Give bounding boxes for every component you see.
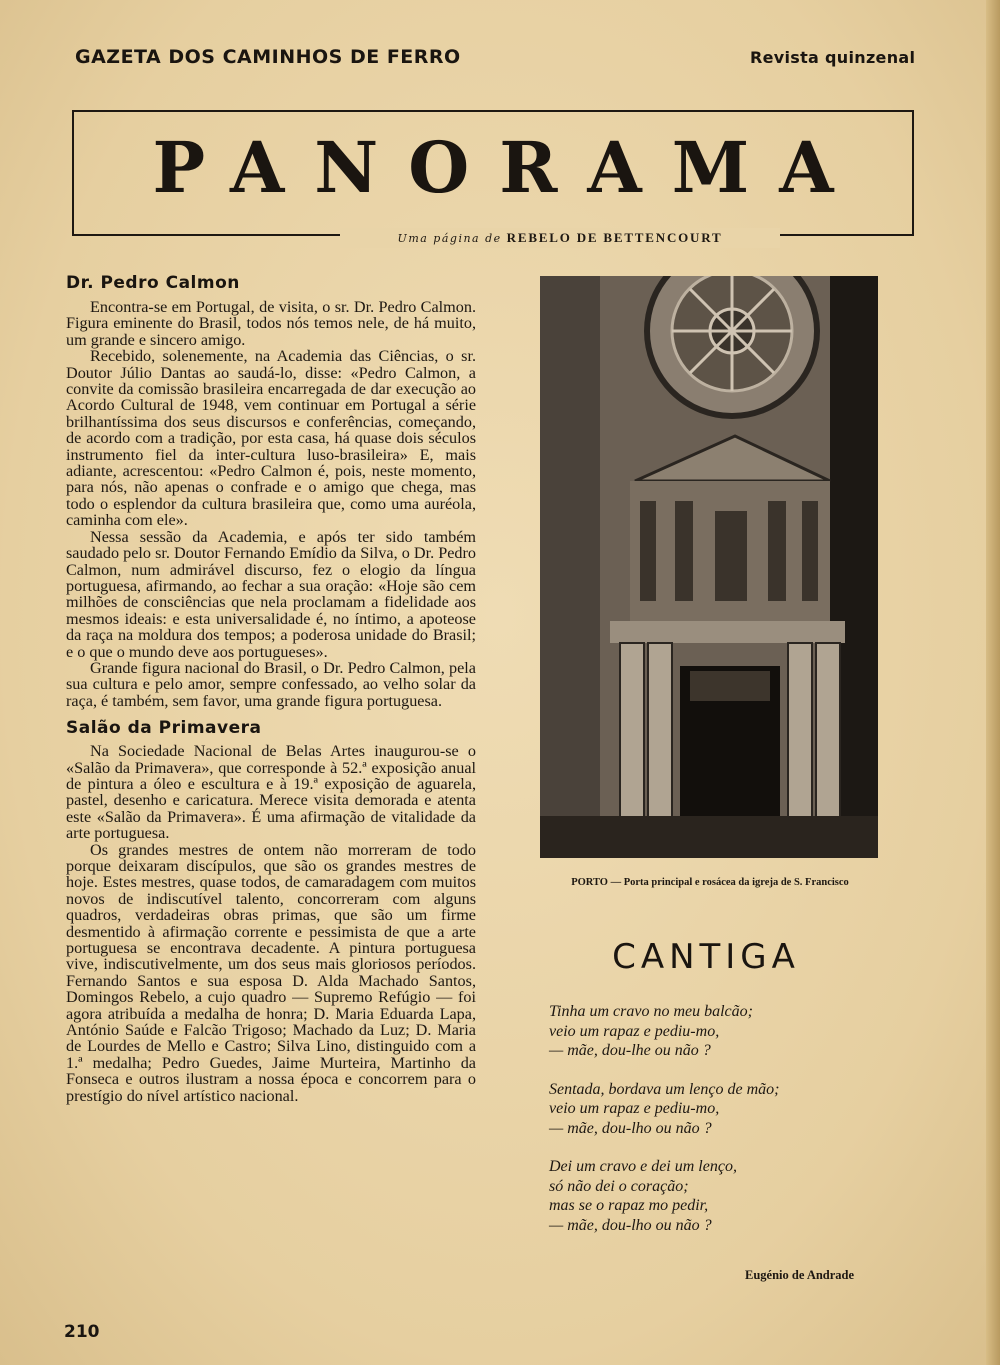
poem-title: CANTIGA	[612, 937, 800, 977]
poem-stanza	[549, 1002, 869, 1061]
page-number: 210	[64, 1322, 100, 1342]
byline-author: REBELO DE BETTENCOURT	[506, 230, 723, 245]
article-paragraph: Na Sociedade Nacional de Belas Artes inaugurou-se o «Salão da Primavera», que corresponde à 52.ª exposição anual de pintura a óleo e escultura e à 19.ª exposição de aguarela, pastel, desenho e caricatura. Merece visita demorada e atenta este «Salão da Primavera». É uma afirmação de vitalidade da arte portuguesa.	[66, 742, 476, 843]
poem-verse: veio um rapaz e pediu-mo,	[549, 1100, 720, 1117]
poem-stanza	[549, 1157, 869, 1235]
poem-verse: só não dei o coração;	[549, 1177, 689, 1195]
panorama-banner	[72, 110, 914, 236]
poem-verse: Sentada, bordava um lenço de mão;	[549, 1080, 780, 1098]
article-paragraph: Encontra-se em Portugal, de visita, o sr. Dr. Pedro Calmon. Figura eminente do Brasil, todos nós temos nele, de há muito, um grande e sincero amigo.	[66, 298, 476, 349]
poem-verse: — mãe, dou-lho ou não ?	[549, 1119, 712, 1137]
article-paragraph: Recebido, solenemente, na Academia das Ciências, o sr. Doutor Júlio Dantas ao saudá-lo, disse: «Pedro Calmon, a convite da comissão brasileira encarregada de dar execução ao Acordo Cultural de 1948, vem continuar em Portugal a série brilhantíssima dos seus discursos e conferências, começando, de acordo com a tradição, por esta casa, há quase dois séculos instrumento fiel da inter-cultura luso-brasileira» E, mais adiante, acrescentou: «Pedro Calmon é, pois, neste momento, para nós, não apenas o confrade e o amigo que chega, mas todo o esplendor da cultura brasileira que, como uma auréola, caminha com ele».	[66, 347, 476, 530]
banner-byline	[340, 228, 780, 248]
article-paragraph: Nessa sessão da Academia, e após ter sido também saudado pelo sr. Doutor Fernando Emídio da Silva, o Dr. Pedro Calmon, num admirável discurso, fez o elogio da língua portuguesa, afirmando, ao fechar a sua oração: «Hoje são cem milhões de consciências que nela proclamam a fidelidade aos mesmos ideais: e esta universalidade é, no íntimo, a apoteose da raça na moldura dos tempos; a poderosa unidade do Brasil; e o que o mundo deve aos portugueses».	[66, 527, 476, 661]
poem-verse: Tinha um cravo no meu balcão;	[549, 1003, 753, 1020]
publication-frequency: Revista quinzenal	[750, 48, 916, 67]
byline-prefix: Uma página de	[397, 232, 502, 245]
article-title-pedro-calmon: Dr. Pedro Calmon	[66, 273, 240, 293]
article-title-salao-primavera: Salão da Primavera	[66, 718, 262, 739]
left-column	[66, 272, 476, 1104]
poem-stanza	[549, 1080, 869, 1139]
poem	[549, 1002, 869, 1254]
article-paragraph: Grande figura nacional do Brasil, o Dr. Pedro Calmon, pela sua cultura e pelo amor, sempre confessado, ao velho solar da raça, é também, sem favor, uma grande figura portuguesa.	[66, 658, 476, 710]
banner-title: PANORAMA	[152, 126, 864, 209]
poem-verse: Dei um cravo e dei um lenço,	[549, 1158, 737, 1175]
church-portal-photo	[540, 276, 878, 858]
poem-verse: — mãe, dou-lho ou não ?	[549, 1216, 712, 1234]
poem-verse: — mãe, dou-lhe ou não ?	[549, 1042, 711, 1059]
article-paragraph: Os grandes mestres de ontem não morreram de todo porque deixaram discípulos, que são os grandes mestres de hoje. Estes mestres, quase todos, de camaradagem com muitos novos de indiscutível talento, concorreram com alguns quadros, verdadeiras obras primas, que são um firme desmentido à afirmação corrente e pessimista de que a arte portuguesa se encontrava decadente. A pintura portuguesa vive, indiscutivelmente, um dos seus mais gloriosos períodos. Fernando Santos e sua esposa D. Alda Machado Santos, Domingos Rebelo, a cujo quadro — Supremo Refúgio — foi agora atribuída a medalha de honra; D. Maria Eduarda Lapa, António Saúde e Falcão Trigoso; Machado da Luz; D. Maria de Lourdes de Mello e Castro; Silva Lino, distinguido com a 1.ª medalha; Pedro Guedes, Jaime Murteira, Martinho da Fonseca e outros ilustram a nossa época e concorrem para o prestígio do nível artístico nacional.	[66, 840, 476, 1105]
poem-verse: mas se o rapaz mo pedir,	[549, 1197, 709, 1214]
page-edge	[986, 0, 1000, 1365]
poem-verse: veio um rapaz e pediu-mo,	[549, 1022, 720, 1040]
publication-title: GAZETA DOS CAMINHOS DE FERRO	[75, 46, 461, 68]
photo-caption: PORTO — Porta principal e rosácea da igreja de S. Francisco	[571, 877, 849, 888]
poem-author: Eugénio de Andrade	[745, 1268, 855, 1282]
